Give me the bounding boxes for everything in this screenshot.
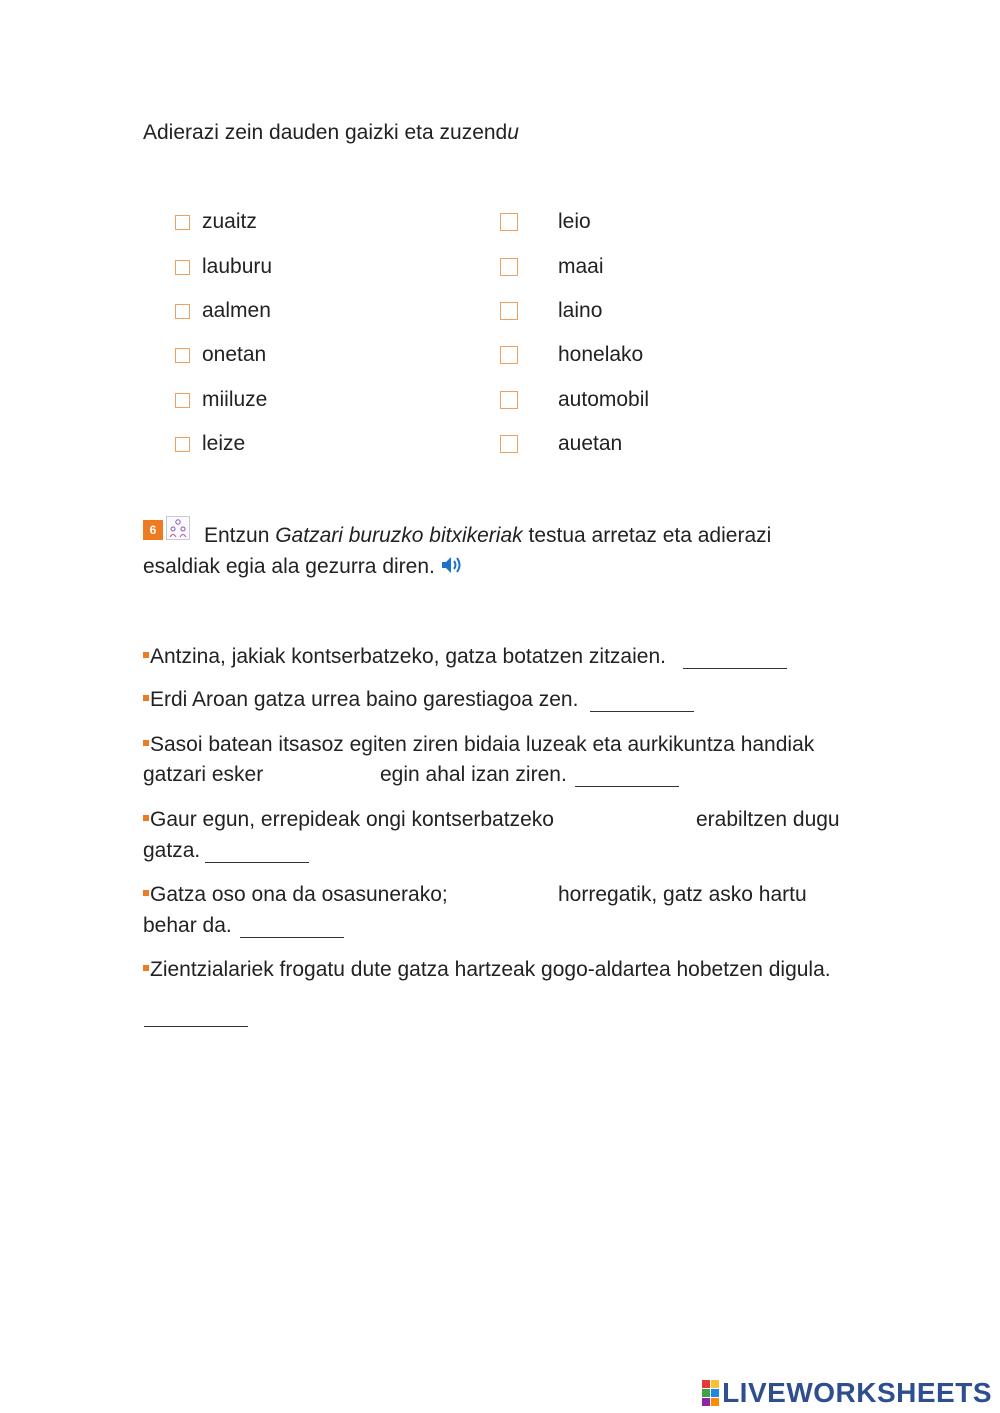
answer-line — [205, 862, 309, 863]
word-checkbox[interactable] — [500, 391, 518, 409]
answer-input-5[interactable] — [239, 913, 345, 939]
word-label: onetan — [202, 343, 267, 366]
word-item[interactable] — [500, 298, 602, 324]
word-item[interactable] — [175, 431, 245, 457]
answer-input-3[interactable] — [574, 762, 680, 788]
exercise-instruction-line2: esaldiak egia ala gezurra diren. — [143, 555, 435, 578]
sentence-3-line2a: gatzari esker — [143, 763, 264, 786]
bullet-icon — [143, 890, 149, 896]
sentence-5-line1a: Gatza oso ona da osasunerako; — [143, 883, 448, 907]
word-checkbox[interactable] — [175, 260, 190, 275]
instruction-title: Adierazi zein dauden gaizki eta zuzendu — [143, 121, 519, 144]
bullet-icon — [143, 815, 149, 821]
sentence-6: Zientzialariek frogatu dute gatza hartzeak gogo-aldartea hobetzen digula. — [143, 958, 831, 982]
word-label: miiluze — [202, 388, 268, 411]
sentence-2: Erdi Aroan gatza urrea baino garestiagoa zen. — [143, 688, 578, 712]
sentence-4-line2: gatza. — [143, 839, 201, 862]
word-label: laino — [558, 299, 603, 322]
sentence-3-line1: Sasoi batean itsasoz egiten ziren bidaia luzeak eta aurkikuntza handiak — [143, 733, 814, 757]
logo-grid-icon — [702, 1380, 719, 1406]
word-label: auetan — [558, 432, 623, 455]
answer-input-6[interactable] — [143, 1002, 249, 1028]
sentence-3-line2b: egin ahal izan ziren. — [380, 763, 567, 786]
bullet-icon — [143, 740, 149, 746]
word-item[interactable] — [500, 342, 643, 368]
word-label: automobil — [558, 388, 650, 411]
word-item[interactable] — [175, 298, 271, 324]
answer-line — [144, 1026, 248, 1027]
bullet-icon — [143, 965, 149, 971]
word-item[interactable] — [175, 209, 257, 235]
word-checkbox[interactable] — [175, 393, 190, 408]
answer-input-2[interactable] — [589, 687, 695, 713]
answer-line — [590, 711, 694, 712]
word-label: zuaitz — [202, 210, 257, 233]
bullet-icon — [143, 695, 149, 701]
word-checkbox[interactable] — [500, 346, 518, 364]
word-checkbox[interactable] — [175, 437, 190, 452]
word-checkbox[interactable] — [500, 435, 518, 453]
answer-input-1[interactable] — [682, 644, 788, 670]
sentence-5-line1b: horregatik, gatz asko hartu — [558, 883, 807, 906]
word-label: maai — [558, 255, 604, 278]
word-item[interactable] — [500, 209, 591, 235]
word-checkbox[interactable] — [500, 213, 518, 231]
liveworksheets-logo — [702, 1378, 992, 1408]
word-checkbox[interactable] — [500, 302, 518, 320]
sentence-4-line1b: erabiltzen dugu — [696, 808, 840, 831]
word-checkbox[interactable] — [175, 304, 190, 319]
word-checkbox[interactable] — [175, 215, 190, 230]
word-item[interactable] — [500, 387, 649, 413]
logo-text: LIVEWORKSHEETS — [722, 1377, 992, 1408]
answer-line — [575, 786, 679, 787]
word-label: honelako — [558, 343, 644, 366]
word-label: leize — [202, 432, 246, 455]
sentence-5-line2: behar da. — [143, 914, 232, 937]
sentence-4-line1a: Gaur egun, errepideak ongi kontserbatzeko — [143, 808, 554, 832]
word-label: aalmen — [202, 299, 271, 322]
word-item[interactable] — [500, 254, 604, 280]
bullet-icon — [143, 652, 149, 658]
word-item[interactable] — [175, 387, 267, 413]
answer-input-4[interactable] — [204, 838, 310, 864]
word-item[interactable] — [175, 254, 272, 280]
sentence-1: Antzina, jakiak kontserbatzeko, gatza botatzen zitzaien. — [143, 645, 666, 669]
word-label: leio — [558, 210, 591, 233]
word-checkbox[interactable] — [500, 258, 518, 276]
word-checkbox[interactable] — [175, 348, 190, 363]
speaker-icon[interactable] — [440, 554, 466, 576]
word-item[interactable] — [175, 342, 266, 368]
answer-line — [240, 937, 344, 938]
word-label: lauburu — [202, 255, 273, 278]
word-item[interactable] — [500, 431, 622, 457]
group-work-icon — [166, 516, 190, 540]
exercise-instruction-line1: Entzun Gatzari buruzko bitxikeriak testua arretaz eta adierazi — [204, 524, 772, 547]
exercise-number-badge: 6 — [143, 520, 163, 540]
answer-line — [683, 668, 787, 669]
